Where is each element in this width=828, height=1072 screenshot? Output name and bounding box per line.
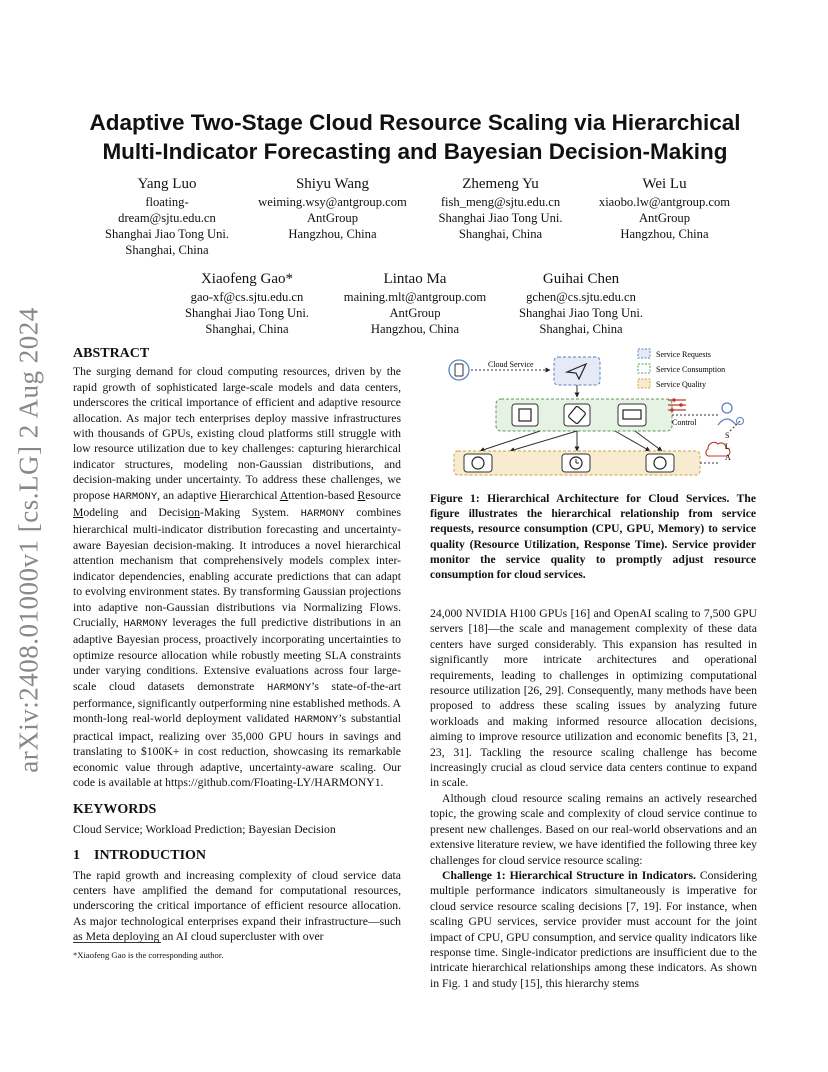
author-block <box>582 175 747 242</box>
figure-1-diagram <box>440 345 762 480</box>
left-column <box>73 346 401 945</box>
footnote-rule <box>73 942 161 943</box>
author-location: Hangzhou, China <box>370 322 460 336</box>
author-location: Shanghai, China <box>539 322 623 336</box>
right-paragraph: 24,000 NVIDIA H100 GPUs [16] and OpenAI scaling to 7,500 GPU servers [18]—the scale and management complexity of these data centers have surged considerably. This expansion has resulted in significantly more intricate architectures and operational requirements, leading to challenges in optimizing computational resource utilization [26, 29]. Consequently, many methods have been proposed to address these scaling issues by analyzing future workloads and making informed resource allocation decisions, aiming to improve resource utilization and economic benefits [3, 21, 23, 31]. Tackling the resource scaling challenge has become increasingly crucial as cloud service data centers continue to expand in scale. <box>430 607 757 790</box>
author-location: Shanghai, China <box>125 243 209 257</box>
keywords-heading: KEYWORDS <box>73 802 157 818</box>
legend-quality-swatch <box>638 379 650 388</box>
sla-letter: S <box>725 431 730 440</box>
author-affiliation: Shanghai Jiao Tong Uni. <box>184 306 310 320</box>
legend-requests-swatch <box>638 349 650 358</box>
title-line-2: Multi-Indicator Forecasting and Bayesian Decision-Making <box>102 139 728 164</box>
abstract-heading: ABSTRACT <box>73 346 150 361</box>
cloud-icon <box>449 360 469 380</box>
author-name: Guihai Chen <box>542 271 620 287</box>
intro-heading: 1 INTRODUCTION <box>73 848 207 864</box>
paper-title <box>70 108 760 166</box>
author-affiliation: AntGroup <box>638 211 691 225</box>
author-location: Hangzhou, China <box>288 227 377 241</box>
author-location: Shanghai, China <box>458 227 543 241</box>
footnote: *Xiaofeng Gao is the corresponding author. <box>73 950 224 960</box>
cloud-service-label: Cloud Service <box>488 360 534 369</box>
author-location: Shanghai, China <box>205 322 289 336</box>
author-location: Hangzhou, China <box>620 227 709 241</box>
author-email: fish_meng@sjtu.edu.cn <box>440 195 561 209</box>
intro-paragraph: The rapid growth and increasing complexity of cloud service data centers have amplified the demand for computational resources, underscoring the critical importance of efficient resource allocation. As major technological enterprises expand their infrastructure—such as Meta deploying an AI cloud supercluster with over <box>73 868 401 944</box>
author-affiliation: Shanghai Jiao Tong Uni. <box>438 211 563 225</box>
cpu-box <box>512 404 538 426</box>
abstract-text: The surging demand for cloud computing resources, driven by the rapid growth of sophisticated large-scale models and data centers, underscores the critical importance of efficient and adaptive resource allocation. As major tech enterprises deploy massive infrastructures with thousands of GPUs, existing cloud platforms still struggle with low resource utilization due to key challenges: capturing hierarchical indicator structures, modeling non-Gaussian distributions, and decision-making under uncertainty. To address these challenges, we propose HARMONY, an adaptive Hierarchical Attention-based Resource Modeling and Decision-Making System. HARMONY combines hierarchical multi-indicator distribution forecasting and uncertainty-aware Bayesian decision-making. It introduces a novel hierarchical attention mechanism that comprehensively models complex inter-indicator dependencies, enabling accurate predictions that can adapt to evolving environment states. By transforming Gaussian projections into adaptive non-Gaussian distributions via Normalizing Flows. Crucially, HARMONY leverages the full predictive distributions in an adaptive Bayesian process, proactively incorporating uncertainties to optimize resource allocation while robustly meeting SLA constraints under varying conditions. Extensive evaluations across four large-scale cloud datasets demonstrate HARMONY’s state-of-the-art performance, significantly outperforming nine established methods. A month-long real-world deployment validated HARMONY’s substantial practical impact, realizing over 35,000 GPU hours in savings and translating to $100K+ in cost reduction, showcasing its remarkable economic value through adaptive, uncertainty-aware scaling. Our code is available at https://github.com/Floating-LY/HARMONY1. <box>73 365 402 789</box>
author-email: xiaobo.lw@antgroup.com <box>598 195 731 209</box>
author-block <box>82 175 252 258</box>
author-email: maining.mlt@antgroup.com <box>343 290 487 304</box>
author-name: Yang Luo <box>137 176 197 192</box>
legend-consumption: Service Consumption <box>656 365 726 374</box>
figure-caption: Figure 1: Hierarchical Architecture for Cloud Services. The figure illustrates the hierarchical relationship from service requests, resource consumption (CPU, GPU, Memory) to service quality (Resource Utilization, Response Time). Service provider monitor the service quality to promptly adjust resource consumption for cloud services. <box>430 492 756 582</box>
legend-requests: Service Requests <box>656 350 711 359</box>
author-block <box>498 270 664 337</box>
author-affiliation: Shanghai Jiao Tong Uni. <box>104 227 230 241</box>
arxiv-stamp: arXiv:2408.01000v1 [cs.LG] 2 Aug 2024 <box>13 307 44 773</box>
author-block <box>418 175 583 242</box>
author-name: Wei Lu <box>642 176 687 192</box>
gpu-box <box>564 404 590 426</box>
author-email: gchen@cs.sjtu.edu.cn <box>526 290 636 304</box>
legend-quality: Service Quality <box>656 380 706 389</box>
author-affiliation: Shanghai Jiao Tong Uni. <box>518 306 644 320</box>
author-block <box>330 270 500 337</box>
author-block <box>162 270 332 337</box>
keywords-text: Cloud Service; Workload Prediction; Bayesian Decision <box>73 822 336 836</box>
sla-letter: L <box>725 442 730 451</box>
right-paragraph: Although cloud resource scaling remains an actively researched topic, the growing scale and complexity of cloud service continue to present new challenges. Based on our real-world observations and an extensive literature review, we have identified the following three key challenges for cloud service resource scaling: <box>430 791 758 867</box>
author-email: weiming.wsy@antgroup.com <box>258 195 407 209</box>
author-email: gao-xf@cs.sjtu.edu.cn <box>190 290 304 304</box>
memory-box <box>618 404 646 426</box>
legend-consumption-swatch <box>638 364 650 373</box>
author-name: Xiaofeng Gao* <box>200 271 294 287</box>
sla-letter: A <box>725 453 731 462</box>
right-column <box>430 606 757 991</box>
author-block <box>245 175 420 242</box>
service-requests-box <box>554 357 600 385</box>
author-affiliation: AntGroup <box>306 211 359 225</box>
challenge-label: Challenge 1: Hierarchical Structure in Indicators. <box>442 868 696 882</box>
control-label: Control <box>672 418 697 427</box>
author-email: dream@sjtu.edu.cn <box>118 211 216 225</box>
author-name: Shiyu Wang <box>295 176 370 192</box>
author-name: Zhemeng Yu <box>462 176 539 192</box>
title-line-1: Adaptive Two-Stage Cloud Resource Scaling via Hierarchical <box>89 110 741 135</box>
author-name: Lintao Ma <box>383 271 447 287</box>
challenge-paragraph: Challenge 1: Hierarchical Structure in Indicators. Considering multiple performance indicators simultaneously is imperative for cloud service resource scaling decisions [7, 19]. For instance, when scaling GPU services, service provider must account for the joint impact of CPU, GPU consumption, and service quality indicators like response time. Single-indicator predictions are insufficient due to the intricate hierarchical relationships among these indicators. As shown in Fig. 1 and study [15], this hierarchy stems <box>430 868 757 990</box>
author-email: floating- <box>145 195 189 209</box>
control-sliders-icon <box>668 398 686 412</box>
author-affiliation: AntGroup <box>389 306 441 320</box>
